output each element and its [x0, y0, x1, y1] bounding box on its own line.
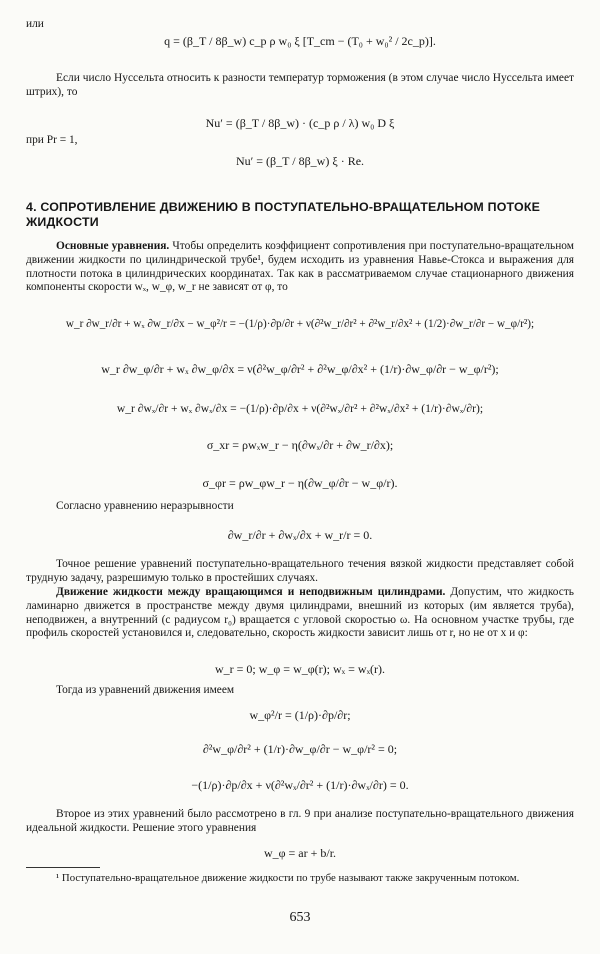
paragraph-body: Чтобы определить коэффициент сопротивления при поступательно-вращательном движении жидкости по цилиндрической трубе¹, будем исходить из уравнения Навье-Стокса и выражения для плотности потока в цилиндрических координатах. Так как в рассматриваемом случае стационарного движения компоненты скорости wₓ, w_φ, w_r не зависят от φ, то: [26, 240, 574, 294]
equation-navier-stokes-phi: w_r ∂w_φ/∂r + wₓ ∂w_φ/∂x = ν(∂²w_φ/∂r² + ∂²w_φ/∂x² + (1/r)·∂w_φ/∂r − w_φ/r²);: [101, 362, 499, 376]
paragraph-basic-equations: [26, 240, 574, 295]
equation-navier-stokes-x: w_r ∂wₓ/∂r + wₓ ∂wₓ/∂x = −(1/ρ)·∂p/∂x + ν(∂²wₓ/∂r² + ∂²wₓ/∂x² + (1/r)·∂wₓ/∂r);: [116, 402, 484, 415]
equation-stress-phir: σ_φr = ρw_φw_r − η(∂w_φ/∂r − w_φ/r).: [202, 476, 398, 490]
equation-phi-velocity: ∂²w_φ/∂r² + (1/r)·∂w_φ/∂r − w_φ/r² = 0;: [202, 742, 398, 756]
footnote: ¹ Поступательно-вращательное движение жидкости по трубе называют также закрученным потоком.: [56, 872, 520, 884]
footnote-rule: [26, 867, 100, 868]
equation-navier-stokes-r: w_r ∂w_r/∂r + wₓ ∂w_r/∂x − w_φ²/r = −(1/ρ)·∂p/∂r + ν(∂²w_r/∂r² + ∂²w_r/∂x² + (1/2)·∂w_r/∂r − w_φ/r²);: [65, 318, 535, 330]
paragraph-nusselt: Если число Нуссельта относить к разности температур торможения (в этом случае число Нуссельта имеет штрих), то: [26, 72, 574, 98]
paragraph-intro: или: [26, 18, 44, 30]
page-number: 653: [289, 910, 311, 925]
equation-axial-velocity: −(1/ρ)·∂p/∂x + ν(∂²wₓ/∂r² + (1/r)·∂wₓ/∂r) = 0.: [191, 778, 409, 792]
equation-nusselt-prime: Nu′ = (β_T / 8β_w) · (c_p ρ / λ) w₀ D ξ: [205, 116, 395, 130]
equation-heat-flux: q = (β_T / 8β_w) c_p ρ w₀ ξ [T_cm − (T₀ + w₀² / 2c_p)].: [164, 34, 436, 48]
equation-nusselt-reynolds: Nu′ = (β_T / 8β_w) ξ · Re.: [235, 154, 365, 168]
paragraph-lead: Основные уравнения.: [56, 240, 170, 252]
equation-solution: w_φ = ar + b/r.: [263, 846, 337, 860]
paragraph-continuity: Согласно уравнению неразрывности: [56, 500, 234, 512]
equation-continuity: ∂w_r/∂r + ∂wₓ/∂x + w_r/r = 0.: [227, 528, 373, 542]
paragraph-pr: при Pr = 1,: [26, 134, 78, 146]
equation-stress-xr: σ_xr = ρwₓw_r − η(∂wₓ/∂r + ∂w_r/∂x);: [206, 438, 394, 452]
paragraph-exact-solution: Точное решение уравнений поступательно-вращательного течения вязкой жидкости представляет собой трудную задачу, разрешимую только в простейших случаях.: [26, 558, 574, 584]
paragraph-lead: Движение жидкости между вращающимся и неподвижным цилиндрами.: [56, 586, 446, 598]
paragraph-second-equation: Второе из этих уравнений было рассмотрено в гл. 9 при анализе поступательно-вращательного движения идеальной жидкости. Решение этого уравнения: [26, 808, 574, 834]
paragraph-body: Допустим, что жидкость ламинарно движется в пространстве между двумя цилиндрами, внешний из которых (им является труба), неподвижен, а внутренний (с радиусом r₀) вращается с угловой скоростью ω. На основном участке трубы, где профиль скоростей установился и, следовательно, скорость жидкости зависит лишь от r, но не от x и φ:: [26, 586, 574, 640]
equation-radial-pressure: w_φ²/r = (1/ρ)·∂p/∂r;: [249, 708, 351, 722]
section-heading: 4. СОПРОТИВЛЕНИЕ ДВИЖЕНИЮ В ПОСТУПАТЕЛЬНО-ВРАЩАТЕЛЬНОМ ПОТОКЕ ЖИДКОСТИ: [26, 200, 541, 229]
paragraph-cylinders: [26, 586, 574, 641]
equation-velocity-components: w_r = 0; w_φ = w_φ(r); wₓ = wₓ(r).: [214, 662, 386, 676]
paragraph-then: Тогда из уравнений движения имеем: [56, 684, 235, 696]
